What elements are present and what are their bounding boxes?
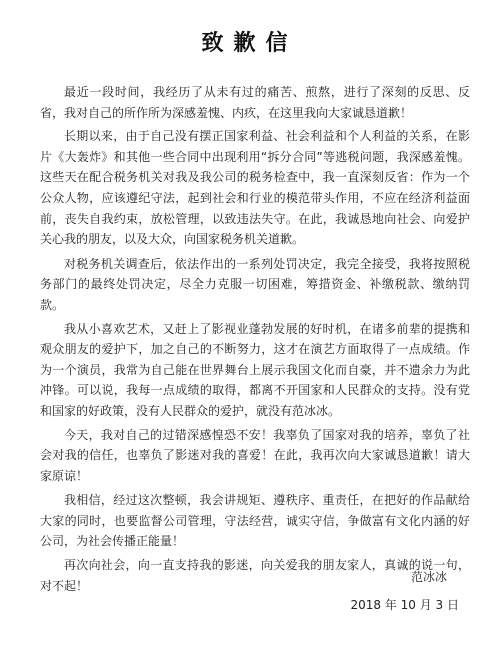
- signature: 范冰冰: [410, 570, 447, 584]
- paragraph-5: 今天，我对自己的过错深感惶恐不安！我辜负了国家对我的培养，辜负了社会对我的信任，也辜负了影迷对我的喜爱！在此，我再次向大家诚恳道歉！请大家原谅！: [40, 427, 470, 483]
- letter-date: 2018 年 10 月 3 日: [350, 598, 459, 612]
- paragraph-4: 我从小喜欢艺术，又赶上了影视业蓬勃发展的好时机，在诸多前辈的提携和观众朋友的爱护下，加之自己的不断努力，这才在演艺方面取得了一点成绩。作为一个演员，我常为自己能在世界舞台上展示我国文化而自豪，并不遗余力为此冲锋。可以说，我每一点成绩的取得，都离不开国家和人民群众的支持。没有党和国家的好政策，没有人民群众的爱护，就没有范冰冰。: [40, 321, 470, 418]
- paragraph-6: 我相信，经过这次整顿，我会讲规矩、遵秩序、重责任，在把好的作品献给大家的同时，也要监督公司管理，守法经营，诚实守信，争做富有文化内涵的好公司，为社会传播正能量！: [40, 493, 470, 549]
- letter-title: 致歉信: [201, 31, 298, 56]
- paragraph-1: 最近一段时间，我经历了从未有过的痛苦、煎熬，进行了深刻的反思、反省，我对自己的所作所为深感羞愧、内疚，在这里我向大家诚恳道歉！: [40, 85, 470, 120]
- paragraph-2: 长期以来，由于自己没有摆正国家利益、社会利益和个人利益的关系，在影片《大轰炸》和其他一些合同中出现利用“拆分合同”等逃税问题，我深感羞愧。这些天在配合税务机关对我及我公司的税务检查中，我一直深刻反省：作为一个公众人物，应该遵纪守法，起到社会和行业的模范带头作用，不应在经济利益面前，丧失自我约束，放松管理，以致违法失守。在此，我诚恳地向社会、向爱护关心我的朋友，以及大众，向国家税务机关道歉。: [40, 129, 470, 247]
- paragraph-3: 对税务机关调查后，依法作出的一系列处罚决定，我完全接受，我将按照税务部门的最终处罚决定，尽全力克服一切困难，筹措资金、补缴税款、缴纳罚款。: [40, 256, 470, 312]
- paragraph-7: 再次向社会，向一直支持我的影迷，向关爱我的朋友家人，真诚的说一句，对不起！: [40, 558, 470, 593]
- letter-body: [40, 82, 470, 599]
